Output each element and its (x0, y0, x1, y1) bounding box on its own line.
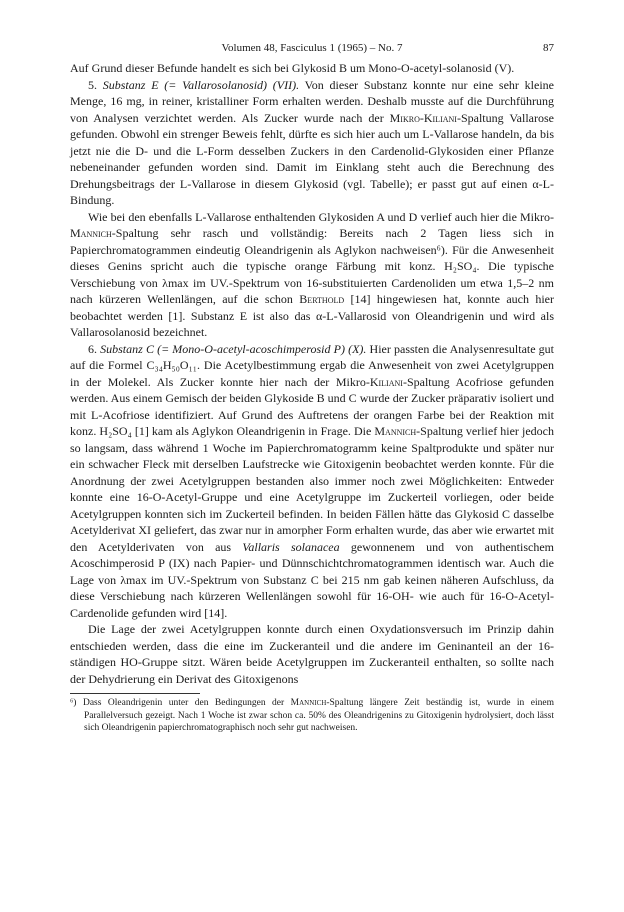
species-name: Vallaris solanacea (242, 539, 340, 554)
section-number: 5. (88, 77, 97, 92)
author-name: Mikro-Kiliani (389, 110, 457, 125)
paragraph-conclusion-b (70, 60, 554, 77)
paragraph-text: -Spaltung verlief hier jedoch so langsam, dass während 1 Woche im Papierchromatogramm keine Spaltprodukte und später nur ein schwacher Fleck mit derselben Laufstrecke wie Gitoxigenin beobachtet werden konnte. Für die Anordnung der zwei Acetylgruppen bestanden also immer noch zwei Möglichkeiten: Entweder konnte eine 16-O-Acetyl-Gruppe und eine Acetylgruppe im Zuckerteil vorliegen, oder beide Acetylgruppen konnten sich im Zuckerteil befinden. In beiden Fällen hätte das Glykosid C dasselbe Acetylderivat XI geliefert, das zwar nur in amorpher Form erhalten wurde, das aber wie erwartet mit den Acetylderivaten von aus (70, 424, 554, 554)
paragraph-text: -Spaltung Vallarose gefunden. Obwohl ein strenger Beweis fehlt, dürfte es sich hier auch um L-Vallarose handeln, da bis jetzt nie die D- und die L-Form desselben Zuckers in den Cardenolid-Glykosiden einer Pflanze nebeneinander gefunden worden sind. Damit im Einklang steht auch die Berechnung des Drehungsbeitrags der L-Vallarose in diesem Glykosid (vgl. Tabelle); er passt gut auf einen α-L-Bindung. (70, 110, 554, 207)
author-name: Mannich (70, 226, 112, 240)
section-heading: Substanz E (= Vallarosolanosid) (VII). (102, 77, 300, 92)
footnote-text: ⁶) Dass Oleandrigenin unter den Bedingungen der (70, 698, 291, 708)
paragraph-text: Wie bei den ebenfalls L-Vallarose enthaltenden Glykosiden A und D verlief auch hier die Mikro- (88, 209, 554, 224)
journal-page (70, 40, 554, 735)
author-name: Kiliani (369, 374, 403, 389)
paragraph-text: Auf Grund dieser Befunde handelt es sich bei Glykosid B um Mono-O-acetyl-solanosid (V). (70, 61, 515, 75)
paragraph-text: gewonnenem und von authentischem Acoschimperosid P (IX) nach Papier- und Dünnschichtchromatogrammen identisch war. Auch die Lage von λmax im UV.-Spektrum von Substanz C bei 215 nm gab keinen näheren Aufschluss, da diese Verschiebung nach kürzeren Wellenlängen sowohl für 16-OH- wie auch für 16-O-Acetyl-Cardenolide gefunden wird [14]. (70, 539, 554, 620)
footnote-6 (70, 697, 554, 735)
paragraph-text: [14] hingewiesen hat, konnte auch hier beobachtet werden [1]. Substanz E ist also das α-L-Vallarosid von Oleandrigenin und wird als Vallarosolanosid bezeichnet. (70, 292, 554, 339)
footnote-text: -Spaltung längere Zeit beständig ist, wurde in einem Parallelversuch gezeigt. Nach 1 Woche ist zwar schon ca. 50% des Oleandrigenins zu Gitoxigenin hydrolysiert, doch lässt sich Oleandrigenin papierchromatographisch noch sehr gut nachweisen. (84, 698, 554, 733)
author-name: Berthold (299, 292, 345, 306)
footnote-divider (70, 693, 200, 694)
page-number: 87 (543, 42, 554, 54)
running-title: Volumen 48, Fasciculus 1 (1965) – No. 7 (221, 42, 403, 54)
running-header (70, 40, 554, 58)
paragraph-text: -Spaltung sehr rasch und vollständig: Bereits nach 2 Tagen liess sich in Papierchromatogrammen eindeutig Oleandrigenin als Aglykon nachweisen⁶). Für die Anwesenheit dieses Genins spricht auch die typische orange Färbung mit konz. H₂SO₄. Die typische Verschiebung von λmax im UV.-Spektrum von 16-substituierten Cardenoliden um etwa 1,5–2 nm nach kürzeren Wellenlängen, auf die schon (70, 226, 554, 306)
paragraph-text: Hier passten die Analysenresultate gut auf die Formel C₃₄H₅₀O₁₁. Die Acetylbestimmung ergab die Anwesenheit von zwei Acetylgruppen in der Molekel. Als Zucker konnte hier nach der Mikro- (70, 341, 555, 389)
paragraph-text: Die Lage der zwei Acetylgruppen konnte durch einen Oxydationsversuch im Prinzip dahin entschieden werden, dass die eine im Zuckeranteil und die andere im Geninanteil an der 16-ständigen HO-Gruppe sitzt. Wären beide Acetylgruppen im Zuckeranteil enthalten, so sollte nach der Dehydrierung ein Derivat des Gitoxigenons (70, 622, 554, 686)
paragraph-mannich (70, 209, 554, 341)
section-number: 6. (88, 341, 97, 356)
section-substanz-c (70, 341, 554, 622)
section-substanz-e (70, 77, 554, 209)
section-heading: Substanz C (= Mono-O-acetyl-acoschimperosid P) (X). (100, 341, 367, 356)
paragraph-text: Von dieser Substanz konnte nur eine sehr kleine Menge, 16 mg, in reiner, kristalliner Form erhalten werden. Deshalb musste auf die Durchführung von Analysen verzichtet werden. Als Zucker wurde nach der (70, 77, 555, 125)
author-name: Mannich (374, 424, 417, 438)
author-name: Mannich (290, 698, 327, 708)
paragraph-oxidation (70, 621, 554, 687)
paragraph-text: -Spaltung Acofriose gefunden werden. Aus einem Gemisch der beiden Glykoside B und C wurde der Zucker präparativ isoliert und mit L-Acofriose identifiziert. Auf Grund des Auftretens der orangen Farbe bei der Reaktion mit konz. H₂SO₄ [1] kam als Aglykon Oleandrigenin in Frage. Die (70, 374, 555, 438)
